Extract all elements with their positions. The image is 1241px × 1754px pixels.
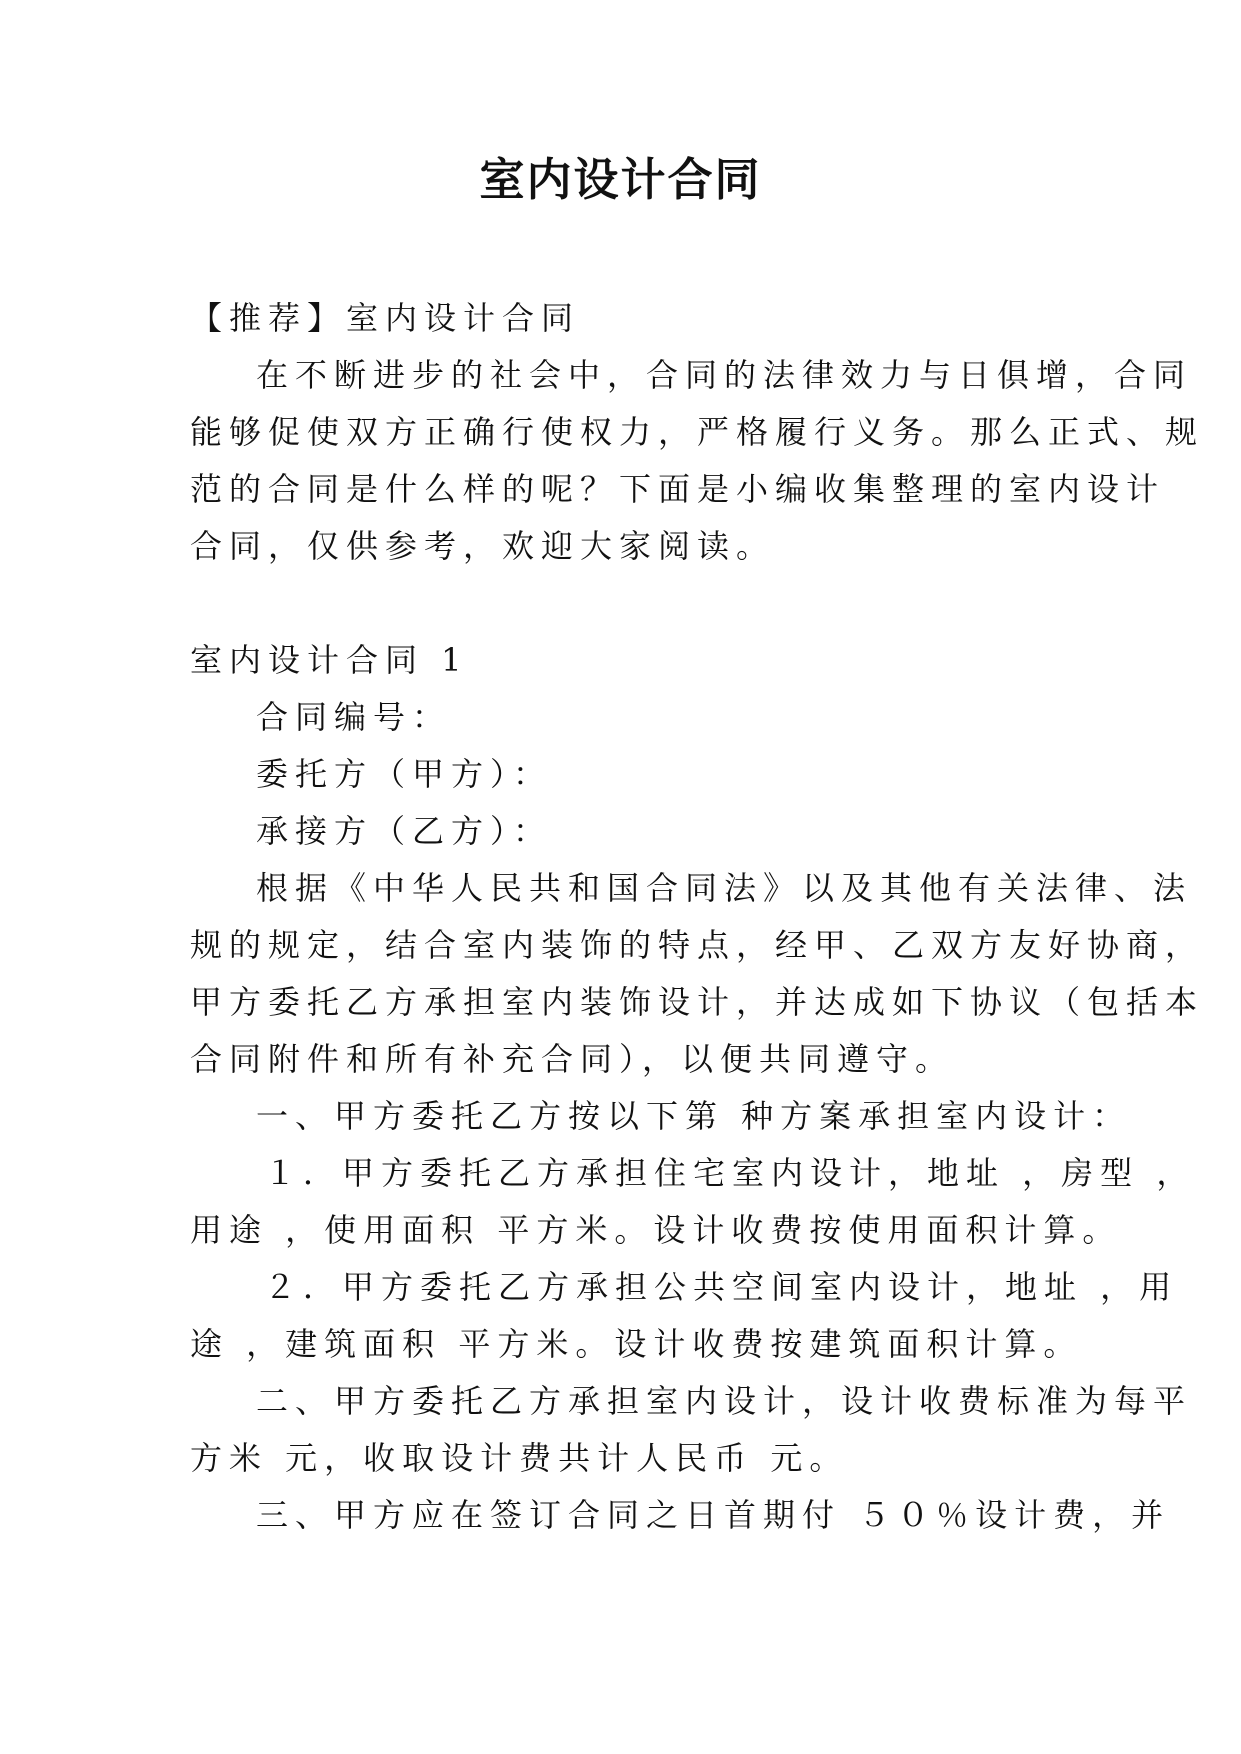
intro-line-4: 合同，仅供参考，欢迎大家阅读。	[190, 527, 776, 565]
preamble-line-4: 合同附件和所有补充合同），以便共同遵守。	[190, 1040, 955, 1078]
clause-2-line-1: 二、甲方委托乙方承担室内设计，设计收费标准为每平	[256, 1382, 1193, 1420]
intro-line-2: 能够促使双方正确行使权力，严格履行义务。那么正式、规	[190, 413, 1205, 451]
clause-1-item-2-line-2: 途 ，建筑面积 平方米。设计收费按建筑面积计算。	[190, 1325, 1083, 1363]
clause-1-item-2-line-1: ２．甲方委托乙方承担公共空间室内设计，地址 ，用	[264, 1268, 1179, 1306]
clause-3-line-1: 三、甲方应在签订合同之日首期付 ５０％设计费，并	[256, 1496, 1171, 1534]
party-a-label: 委托方（甲方）：	[256, 755, 553, 793]
party-b-label: 承接方（乙方）：	[256, 812, 553, 850]
recommend-heading: 【推荐】室内设计合同	[190, 299, 581, 337]
clause-2-line-2: 方米 元，收取设计费共计人民币 元。	[190, 1439, 849, 1477]
clause-1-item-1-line-2: 用途 ，使用面积 平方米。设计收费按使用面积计算。	[190, 1211, 1122, 1249]
document-title: 室内设计合同	[479, 153, 762, 206]
intro-line-3: 范的合同是什么样的呢？下面是小编收集整理的室内设计	[190, 470, 1166, 508]
clause-1-heading: 一、甲方委托乙方按以下第 种方案承担室内设计：	[256, 1097, 1132, 1135]
contract-heading: 室内设计合同 1	[190, 641, 469, 679]
intro-line-1: 在不断进步的社会中，合同的法律效力与日俱增，合同	[256, 356, 1193, 394]
clause-1-item-1-line-1: １．甲方委托乙方承担住宅室内设计，地址 ，房型 ，	[264, 1154, 1196, 1192]
preamble-line-1: 根据《中华人民共和国合同法》以及其他有关法律、法	[256, 869, 1193, 907]
contract-number-label: 合同编号：	[256, 698, 452, 736]
preamble-line-3: 甲方委托乙方承担室内装饰设计，并达成如下协议（包括本	[190, 983, 1205, 1021]
preamble-line-2: 规的规定，结合室内装饰的特点，经甲、乙双方友好协商，	[190, 926, 1205, 964]
